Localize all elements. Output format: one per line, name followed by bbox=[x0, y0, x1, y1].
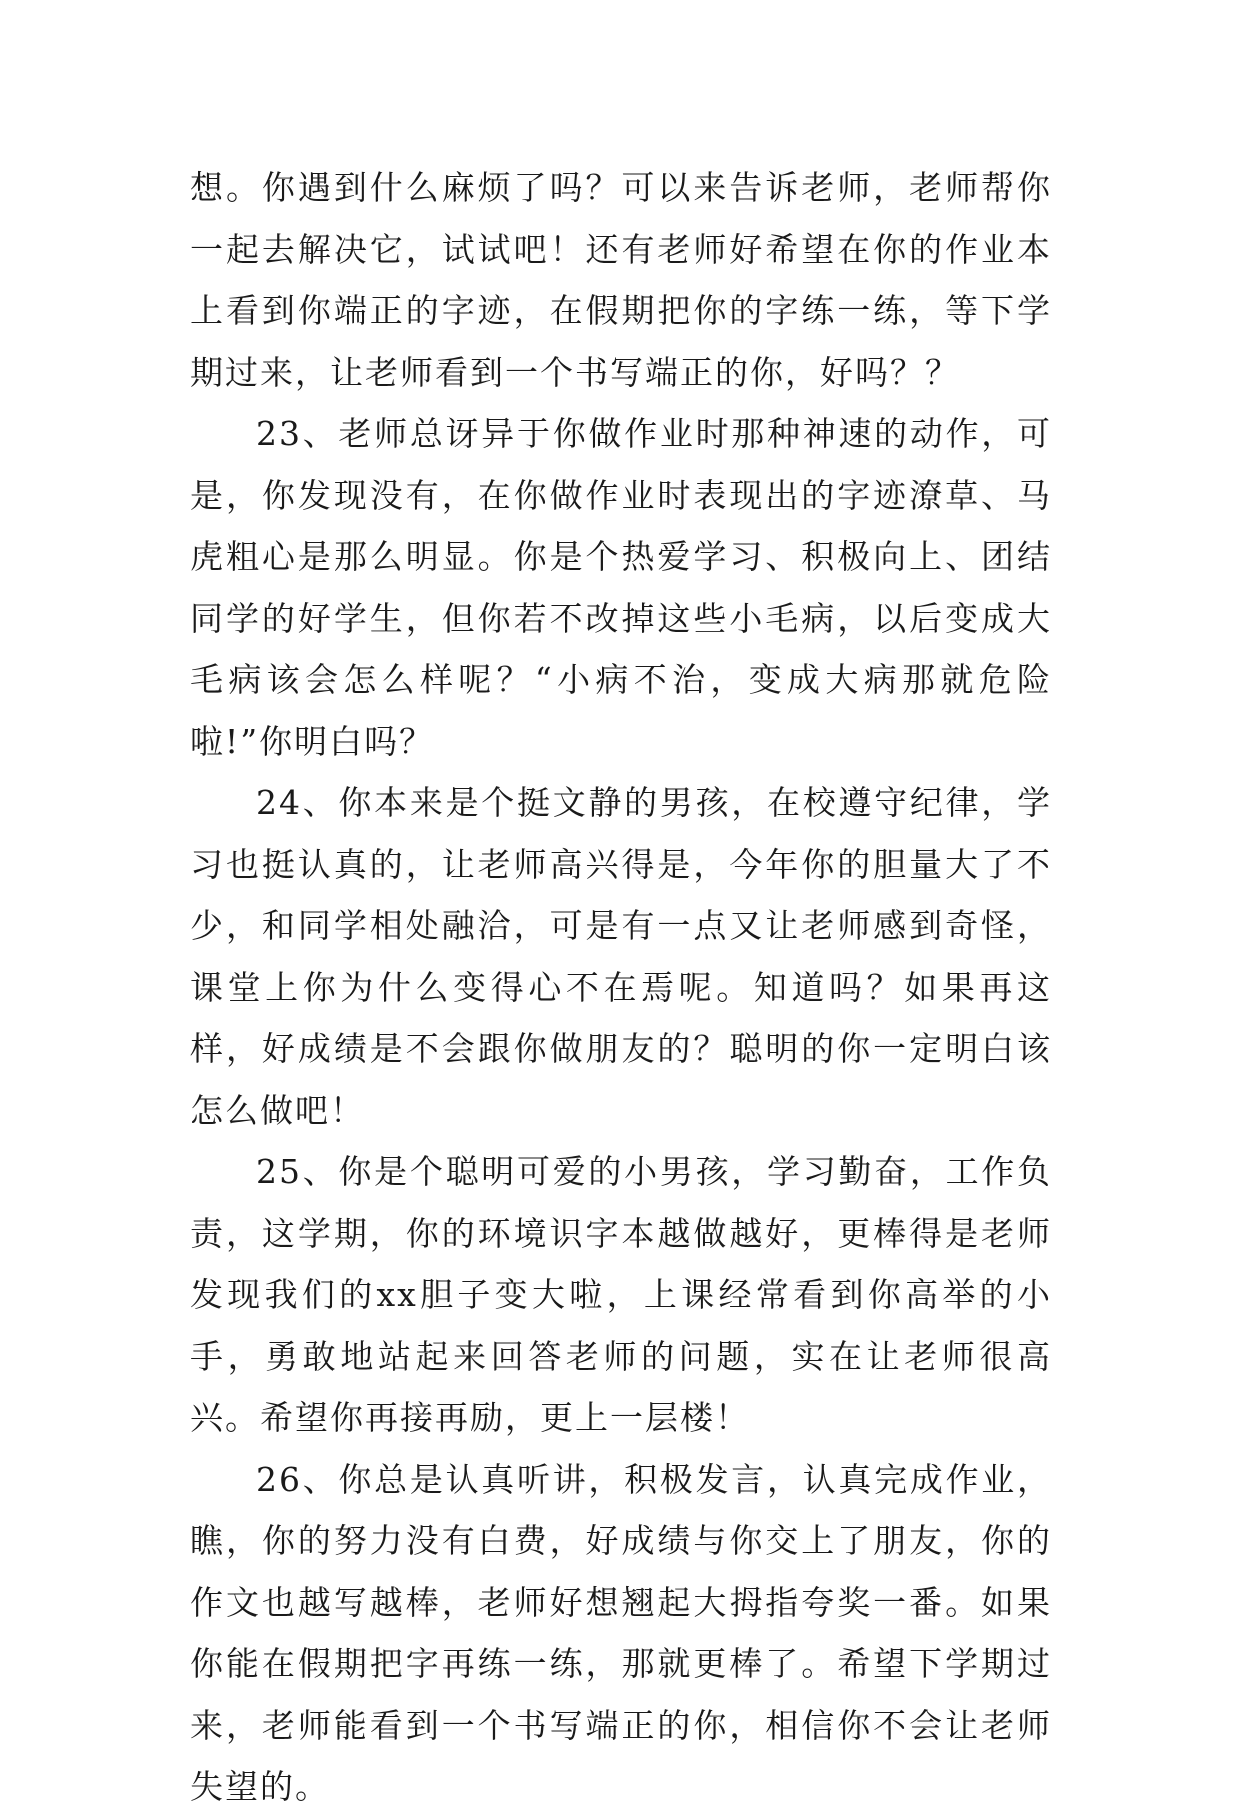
paragraph-continued: 想。你遇到什么麻烦了吗？可以来告诉老师，老师帮你一起去解决它，试试吧！还有老师好希望在你的作业本上看到你端正的字迹，在假期把你的字练一练，等下学期过来，让老师看到一个书写端正的你，好吗？？ bbox=[190, 168, 1052, 392]
document-body bbox=[190, 157, 1052, 1818]
paragraph-comment-25: 25、你是个聪明可爱的小男孩，学习勤奋，工作负责，这学期，你的环境识字本越做越好，更棒得是老师发现我们的xx胆子变大啦，上课经常看到你高举的小手，勇敢地站起来回答老师的问题，实在让老师很高兴。希望你再接再励，更上一层楼！ bbox=[190, 1152, 1052, 1437]
paragraph-comment-24: 24、你本来是个挺文静的男孩，在校遵守纪律，学习也挺认真的，让老师高兴得是，今年你的胆量大了不少，和同学相处融洽，可是有一点又让老师感到奇怪，课堂上你为什么变得心不在焉呢。知道吗？如果再这样，好成绩是不会跟你做朋友的？聪明的你一定明白该怎么做吧！ bbox=[190, 783, 1052, 1130]
paragraph-comment-26: 26、你总是认真听讲，积极发言，认真完成作业，瞧，你的努力没有白费，好成绩与你交上了朋友，你的作文也越写越棒，老师好想翘起大拇指夸奖一番。如果你能在假期把字再练一练，那就更棒了。希望下学期过来，老师能看到一个书写端正的你，相信你不会让老师失望的。 bbox=[190, 1459, 1052, 1806]
paragraph-comment-23: 23、老师总讶异于你做作业时那种神速的动作，可是，你发现没有，在你做作业时表现出的字迹潦草、马虎粗心是那么明显。你是个热爱学习、积极向上、团结同学的好学生，但你若不改掉这些小毛病，以后变成大毛病该会怎么样呢？“小病不治，变成大病那就危险啦!”你明白吗？ bbox=[190, 414, 1052, 761]
